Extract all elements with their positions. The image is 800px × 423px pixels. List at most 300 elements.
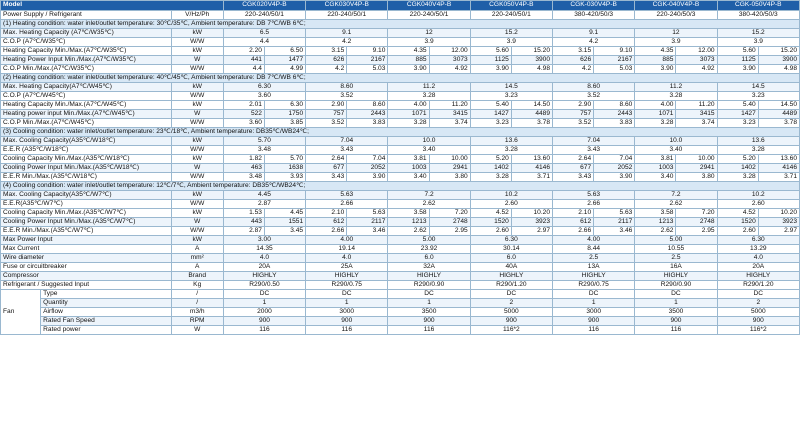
min-value: 3.28 [717, 173, 758, 182]
value-cell: 6.30 [717, 236, 799, 245]
value-cell: 7.2 [388, 191, 470, 200]
row-label: E.E.R Min./Max.(A35℃/W7℃) [1, 227, 172, 236]
max-value: 2117 [594, 218, 635, 227]
min-value: 5.60 [717, 47, 758, 56]
max-value: 4.99 [264, 65, 305, 74]
value-cell: 4.0 [306, 254, 388, 263]
max-value: 3.80 [676, 173, 717, 182]
value-cell: 4.00 [553, 236, 635, 245]
value-cell: 16A [635, 263, 717, 272]
row-unit: kW [171, 137, 223, 146]
value-cell: 3.28 [470, 146, 552, 155]
min-value: 3.43 [306, 173, 347, 182]
max-value: 3.71 [511, 173, 552, 182]
spec-row [1, 137, 800, 146]
value-cell: 30.14 [470, 245, 552, 254]
max-value: 11.20 [676, 101, 717, 110]
max-value: 7.20 [429, 209, 470, 218]
min-value: 2.20 [223, 47, 264, 56]
fan-value: DC [717, 290, 799, 299]
value-cell: 14.5 [717, 83, 799, 92]
max-value: 12.00 [429, 47, 470, 56]
min-value: 612 [306, 218, 347, 227]
value-cell: 220-240/50/1 [306, 11, 388, 20]
max-value: 3.83 [594, 119, 635, 128]
min-value: 3.15 [306, 47, 347, 56]
row-label: C.O.P (A7℃/W45℃) [1, 92, 172, 101]
spec-row [1, 173, 800, 182]
value-cell: 3.28 [388, 92, 470, 101]
fan-row [1, 317, 800, 326]
min-value: 3.81 [635, 155, 676, 164]
value-cell: 13.6 [717, 137, 799, 146]
fan-unit: m3/h [171, 308, 223, 317]
max-value: 2941 [429, 164, 470, 173]
value-cell: 3.43 [553, 146, 635, 155]
max-value: 3.78 [758, 119, 799, 128]
value-cell: 380-420/50/3 [553, 11, 635, 20]
value-cell: R290/1.20 [717, 281, 799, 290]
fan-unit: / [171, 299, 223, 308]
spec-row [1, 155, 800, 164]
value-cell: HIGHLY [306, 272, 388, 281]
spec-row [1, 101, 800, 110]
value-cell: 15.2 [717, 29, 799, 38]
min-value: 1402 [717, 164, 758, 173]
max-value: 10.00 [676, 155, 717, 164]
value-cell: 7.04 [553, 137, 635, 146]
min-value: 1125 [717, 56, 758, 65]
value-cell: 220-240/50/1 [388, 11, 470, 20]
value-cell: 3.40 [635, 146, 717, 155]
fan-value: DC [223, 290, 305, 299]
spec-row [1, 56, 800, 65]
max-value: 3923 [758, 218, 799, 227]
header-model-label: Model [1, 1, 224, 11]
min-value: 3.58 [635, 209, 676, 218]
value-cell: R290/0.75 [553, 281, 635, 290]
row-label: Power Supply / Refrigerant [1, 11, 172, 20]
fan-value: DC [388, 290, 470, 299]
model-name: CGK-050V4P-B [717, 1, 799, 11]
fan-unit: / [171, 290, 223, 299]
row-label: Refrigerant / Suggested Input [1, 281, 172, 290]
max-value: 3073 [676, 56, 717, 65]
max-value: 5.03 [594, 65, 635, 74]
min-value: 1520 [717, 218, 758, 227]
max-value: 8.60 [594, 101, 635, 110]
value-cell: HIGHLY [470, 272, 552, 281]
value-cell: 4.2 [306, 38, 388, 47]
fan-value: 116 [388, 326, 470, 335]
value-cell: 3.52 [306, 92, 388, 101]
min-value: 2.64 [553, 155, 594, 164]
max-value: 9.10 [594, 47, 635, 56]
min-value: 4.35 [635, 47, 676, 56]
max-value: 1638 [264, 164, 305, 173]
min-value: 2.64 [306, 155, 347, 164]
max-value: 15.20 [511, 47, 552, 56]
value-cell: 6.30 [470, 236, 552, 245]
fan-row [1, 290, 800, 299]
min-value: 2.10 [553, 209, 594, 218]
row-unit: kW [171, 209, 223, 218]
min-value: 1071 [388, 110, 429, 119]
fan-value: 1 [635, 299, 717, 308]
max-value: 3900 [511, 56, 552, 65]
fan-value: DC [470, 290, 552, 299]
max-value: 2941 [676, 164, 717, 173]
spec-row [1, 209, 800, 218]
value-cell: 9.1 [306, 29, 388, 38]
row-label: Max. Heating Capacity(A7℃/W45℃) [1, 83, 172, 92]
min-value: 4.35 [388, 47, 429, 56]
value-cell: 2.62 [635, 200, 717, 209]
max-value: 3.83 [347, 119, 388, 128]
fan-sub-label: Quantity [41, 299, 171, 308]
max-value: 11.20 [429, 101, 470, 110]
min-value: 4.2 [306, 65, 347, 74]
fan-value: 116 [306, 326, 388, 335]
max-value: 4489 [511, 110, 552, 119]
row-label: Cooling Capacity Min./Max.(A35℃/W7℃) [1, 209, 172, 218]
max-value: 3.74 [676, 119, 717, 128]
value-cell: R290/1.20 [470, 281, 552, 290]
min-value: 677 [553, 164, 594, 173]
min-value: 1003 [635, 164, 676, 173]
row-label: Compressor [1, 272, 172, 281]
value-cell: 7.2 [635, 191, 717, 200]
section-heading: (2) Heating condition: water inlet/outlet temperature: 40℃/45℃, Ambient temperature: DB 7℃/WB 6℃; [1, 74, 800, 83]
value-cell: 32A [388, 263, 470, 272]
min-value: 3.43 [553, 173, 594, 182]
min-value: 3.52 [553, 119, 594, 128]
min-value: 5.40 [717, 101, 758, 110]
max-value: 4.98 [511, 65, 552, 74]
value-cell: 13.6 [470, 137, 552, 146]
max-value: 1477 [264, 56, 305, 65]
max-value: 2.97 [511, 227, 552, 236]
section-heading-row [1, 128, 800, 137]
fan-value: 1 [553, 299, 635, 308]
spec-row [1, 65, 800, 74]
row-unit: kW [171, 47, 223, 56]
min-value: 1520 [470, 218, 511, 227]
max-value: 3.90 [594, 173, 635, 182]
fan-value: 900 [470, 317, 552, 326]
max-value: 4.92 [676, 65, 717, 74]
max-value: 5.03 [347, 65, 388, 74]
fan-sub-label: Rated Fan Speed [41, 317, 171, 326]
row-unit: W [171, 56, 223, 65]
max-value: 5.63 [347, 209, 388, 218]
value-cell: 25A [306, 263, 388, 272]
fan-value: 5000 [717, 308, 799, 317]
max-value: 2748 [429, 218, 470, 227]
value-cell: 4.4 [223, 38, 305, 47]
value-cell: 2.66 [553, 200, 635, 209]
row-unit: Kg [171, 281, 223, 290]
value-cell: 3.9 [470, 38, 552, 47]
section-heading: (3) Cooling condition: water inlet/outlet temperature: 23℃/18℃, Ambient temperature: DB35℃/WB24℃; [1, 128, 800, 137]
value-cell: 13A [553, 263, 635, 272]
fan-value: 900 [223, 317, 305, 326]
spec-row [1, 281, 800, 290]
min-value: 5.60 [470, 47, 511, 56]
row-unit: W [171, 110, 223, 119]
fan-value: 3500 [635, 308, 717, 317]
value-cell: 19.14 [306, 245, 388, 254]
fan-value: 900 [635, 317, 717, 326]
section-heading-row [1, 74, 800, 83]
min-value: 1213 [388, 218, 429, 227]
value-cell: 9.1 [553, 29, 635, 38]
value-cell: 6.5 [223, 29, 305, 38]
max-value: 4146 [511, 164, 552, 173]
value-cell: 3.43 [306, 146, 388, 155]
min-value: 1213 [635, 218, 676, 227]
min-value: 2.60 [470, 227, 511, 236]
value-cell: 3.23 [470, 92, 552, 101]
min-value: 3.28 [635, 119, 676, 128]
fan-sub-label: Airflow [41, 308, 171, 317]
fan-sub-label: Type [41, 290, 171, 299]
section-heading: (1) Heating condition: water inlet/outlet temperature: 30℃/35℃, Ambient temperature: DB 7℃/WB 6℃; [1, 20, 800, 29]
spec-row [1, 110, 800, 119]
fan-value: 116*2 [717, 326, 799, 335]
min-value: 2.10 [306, 209, 347, 218]
fan-value: 3000 [306, 308, 388, 317]
fan-row [1, 299, 800, 308]
spec-row [1, 245, 800, 254]
value-cell: 14.35 [223, 245, 305, 254]
max-value: 14.50 [511, 101, 552, 110]
max-value: 6.50 [264, 47, 305, 56]
row-unit: W/W [171, 200, 223, 209]
value-cell: 3.9 [388, 38, 470, 47]
value-cell: 15.2 [470, 29, 552, 38]
min-value: 2.60 [717, 227, 758, 236]
value-cell: 11.2 [635, 83, 717, 92]
min-value: 612 [553, 218, 594, 227]
row-unit: W/W [171, 65, 223, 74]
value-cell: 6.0 [470, 254, 552, 263]
min-value: 443 [223, 218, 264, 227]
max-value: 2.95 [676, 227, 717, 236]
min-value: 885 [388, 56, 429, 65]
min-value: 441 [223, 56, 264, 65]
row-label: Cooling Power Input Min./Max.(A35℃/W18℃) [1, 164, 172, 173]
value-cell: R290/0.90 [388, 281, 470, 290]
min-value: 3.28 [388, 119, 429, 128]
row-unit: kW [171, 155, 223, 164]
max-value: 7.20 [676, 209, 717, 218]
row-label: Heating Power Input Min./Max.(A7℃/W35℃) [1, 56, 172, 65]
min-value: 757 [306, 110, 347, 119]
fan-unit: W [171, 326, 223, 335]
row-unit: W/W [171, 227, 223, 236]
fan-value: 1 [223, 299, 305, 308]
min-value: 1402 [470, 164, 511, 173]
value-cell: 2.62 [388, 200, 470, 209]
value-cell: 14.5 [470, 83, 552, 92]
value-cell: R290/0.50 [223, 281, 305, 290]
min-value: 5.20 [470, 155, 511, 164]
row-unit: A [171, 245, 223, 254]
row-unit: kW [171, 236, 223, 245]
value-cell: 20A [717, 263, 799, 272]
max-value: 8.60 [347, 101, 388, 110]
max-value: 2167 [594, 56, 635, 65]
section-heading-row [1, 182, 800, 191]
fan-label: Fan [1, 290, 41, 335]
row-label: Cooling Power Input Min./Max.(A35℃/W7℃) [1, 218, 172, 227]
value-cell: HIGHLY [635, 272, 717, 281]
min-value: 522 [223, 110, 264, 119]
fan-value: 116 [635, 326, 717, 335]
value-cell: 380-420/50/3 [717, 11, 799, 20]
value-cell: 4.45 [223, 191, 305, 200]
spec-table-body [1, 1, 800, 335]
row-unit: Brand [171, 272, 223, 281]
max-value: 5.63 [594, 209, 635, 218]
value-cell: HIGHLY [717, 272, 799, 281]
max-value: 2443 [594, 110, 635, 119]
row-label: Heating power input Min./Max.(A7℃/W45℃) [1, 110, 172, 119]
min-value: 3.28 [470, 173, 511, 182]
value-cell: 7.04 [306, 137, 388, 146]
min-value: 1.53 [223, 209, 264, 218]
model-name: CGK020V4P-B [223, 1, 305, 11]
min-value: 3.15 [553, 47, 594, 56]
max-value: 3.46 [347, 227, 388, 236]
min-value: 1.82 [223, 155, 264, 164]
min-value: 4.4 [223, 65, 264, 74]
max-value: 2167 [347, 56, 388, 65]
max-value: 2.95 [429, 227, 470, 236]
min-value: 463 [223, 164, 264, 173]
model-name: CGK040V4P-B [388, 1, 470, 11]
row-label: Fuse or circuitbreaker [1, 263, 172, 272]
spec-row [1, 254, 800, 263]
value-cell: 6.0 [388, 254, 470, 263]
value-cell: 8.44 [553, 245, 635, 254]
fan-value: DC [635, 290, 717, 299]
row-label: Heating Capacity Min./Max.(A7℃/W35℃) [1, 47, 172, 56]
fan-value: 900 [388, 317, 470, 326]
value-cell: HIGHLY [553, 272, 635, 281]
value-cell: 3.40 [388, 146, 470, 155]
max-value: 3.46 [594, 227, 635, 236]
min-value: 626 [306, 56, 347, 65]
max-value: 3.85 [264, 119, 305, 128]
spec-row [1, 263, 800, 272]
max-value: 4.45 [264, 209, 305, 218]
row-label: Max. Heating Capacity (A7℃/W35℃) [1, 29, 172, 38]
row-label: C.O.P Min./Max.(A7℃/W35℃) [1, 65, 172, 74]
row-label: Max Current [1, 245, 172, 254]
value-cell: 220-240/50/1 [470, 11, 552, 20]
spec-row [1, 272, 800, 281]
min-value: 885 [635, 56, 676, 65]
min-value: 2.90 [553, 101, 594, 110]
min-value: 2.62 [635, 227, 676, 236]
fan-value: 116*2 [470, 326, 552, 335]
min-value: 2.90 [306, 101, 347, 110]
value-cell: 2.5 [635, 254, 717, 263]
spec-row [1, 200, 800, 209]
value-cell: 220-240/50/3 [635, 11, 717, 20]
min-value: 3.23 [470, 119, 511, 128]
value-cell: 3.9 [635, 38, 717, 47]
row-unit: W/W [171, 119, 223, 128]
row-unit: mm² [171, 254, 223, 263]
value-cell: 10.2 [717, 191, 799, 200]
max-value: 3.80 [429, 173, 470, 182]
value-cell: 220-240/50/1 [223, 11, 305, 20]
value-cell: 4.00 [306, 236, 388, 245]
model-name: CGK030V4P-B [306, 1, 388, 11]
model-name: CGK050V4P-B [470, 1, 552, 11]
row-label: Max. Cooling Capacity(A35℃/W18℃) [1, 137, 172, 146]
max-value: 3.78 [511, 119, 552, 128]
value-cell: HIGHLY [388, 272, 470, 281]
min-value: 3.60 [223, 119, 264, 128]
value-cell: HIGHLY [223, 272, 305, 281]
value-cell: 12 [388, 29, 470, 38]
min-value: 1427 [470, 110, 511, 119]
value-cell: 13.29 [717, 245, 799, 254]
max-value: 2117 [347, 218, 388, 227]
spec-row [1, 191, 800, 200]
value-cell: 2.5 [553, 254, 635, 263]
value-cell: 4.0 [717, 254, 799, 263]
min-value: 3.23 [717, 119, 758, 128]
max-value: 3.45 [264, 227, 305, 236]
value-cell: 2.87 [223, 200, 305, 209]
value-cell: 5.63 [553, 191, 635, 200]
min-value: 3.90 [635, 65, 676, 74]
fan-row [1, 326, 800, 335]
value-cell: 8.60 [553, 83, 635, 92]
fan-value: 116 [223, 326, 305, 335]
fan-value: 5000 [470, 308, 552, 317]
fan-value: 2 [470, 299, 552, 308]
row-label: E.E.R(A35℃/W7℃) [1, 200, 172, 209]
row-unit: W [171, 164, 223, 173]
min-value: 2.66 [553, 227, 594, 236]
min-value: 4.00 [635, 101, 676, 110]
fan-value: DC [553, 290, 635, 299]
min-value: 4.52 [470, 209, 511, 218]
row-label: Heating Capacity Min./Max.(A7℃/W45℃) [1, 101, 172, 110]
fan-sub-label: Rated power [41, 326, 171, 335]
min-value: 677 [306, 164, 347, 173]
value-cell: 3.28 [635, 92, 717, 101]
max-value: 2.97 [758, 227, 799, 236]
value-cell: 3.00 [223, 236, 305, 245]
model-name: CGK-030V4P-B [553, 1, 635, 11]
spec-row [1, 146, 800, 155]
max-value: 3415 [429, 110, 470, 119]
row-label: C.O.P (A7℃/W35℃) [1, 38, 172, 47]
min-value: 1125 [470, 56, 511, 65]
row-unit: W [171, 218, 223, 227]
value-cell: 2.60 [717, 200, 799, 209]
row-label: C.O.P Min./Max.(A7℃/W45℃) [1, 119, 172, 128]
min-value: 2.87 [223, 227, 264, 236]
value-cell: 11.2 [388, 83, 470, 92]
